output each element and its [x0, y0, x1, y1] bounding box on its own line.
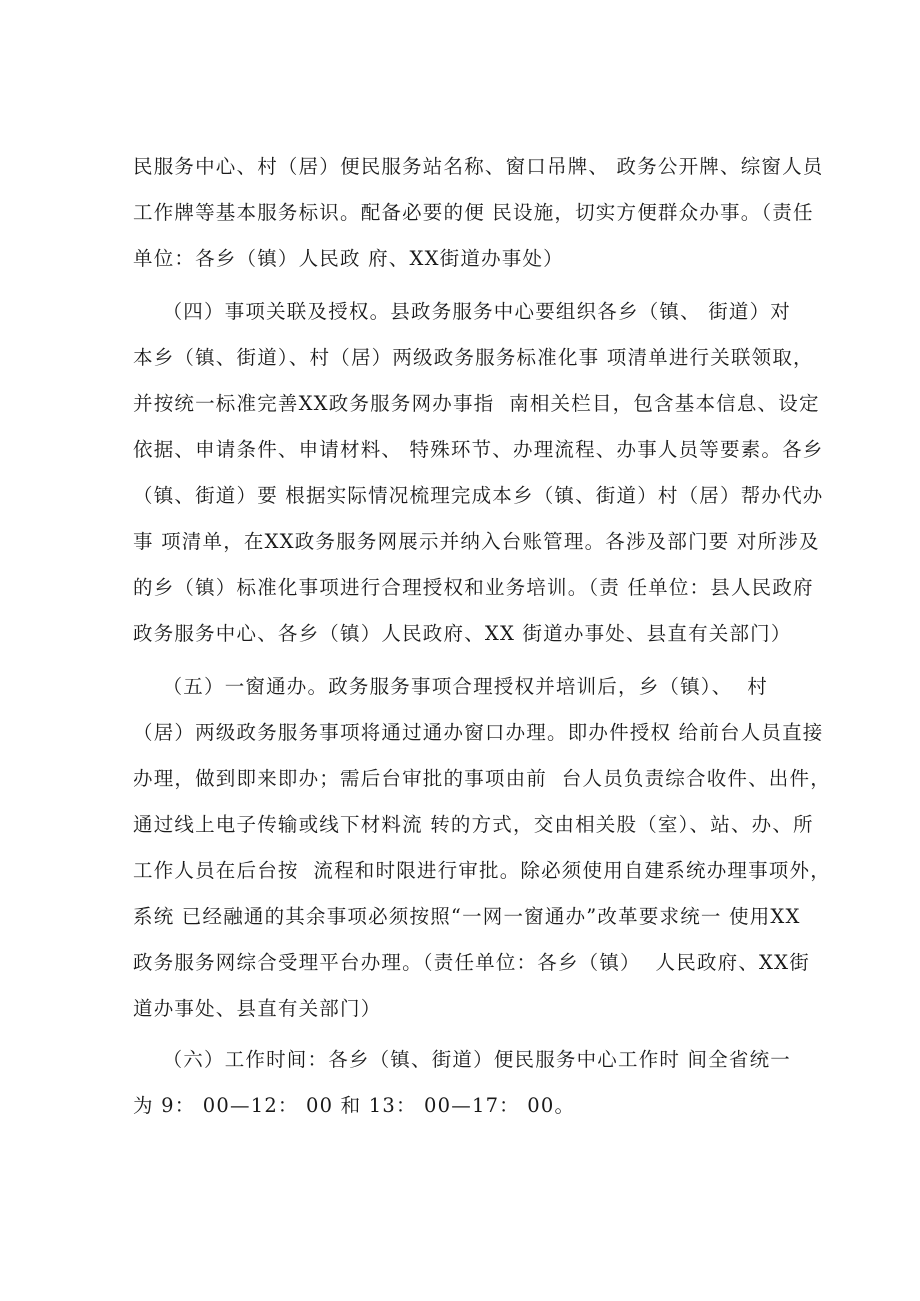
text-line: 本乡（镇、街道）、村（居）两级政务服务标准化事 项清单进行关联领取， [133, 346, 814, 369]
text-line: （六）工作时间：各乡（镇、街道）便民服务中心工作时 间全省统一 [133, 1048, 791, 1071]
text-line: 民服务中心、村（居）便民服务站名称、窗口吊牌、 政务公开牌、综窗人员 [133, 155, 824, 178]
text-line: 依据、申请条件、申请材料、 特殊环节、办理流程、办事人员等要素。各乡 [133, 438, 824, 461]
text-line: （五）一窗通办。政务服务事项合理授权并培训后，乡（镇）、 村 [133, 675, 768, 698]
text-line: （四）事项关联及授权。县政务服务中心要组织各乡（镇、 街道）对 [133, 300, 791, 323]
text-line: 政务服务网综合受理平台办理。（责任单位：各乡（镇） 人民政府、XX街 [133, 951, 810, 974]
text-line: （镇、街道）要 根据实际情况梳理完成本乡（镇、街道）村（居）帮办代办 [133, 484, 824, 507]
text-line: 单位：各乡（镇）人民政 府、XX街道办事处） [133, 247, 564, 270]
text-line: 工作牌等基本服务标识。配备必要的便 民设施，切实方便群众办事。（责任 [133, 201, 814, 224]
text-line: 工作人员在后台按 流程和时限进行审批。除必须使用自建系统办理事项外， [133, 859, 831, 882]
text-line: 办理，做到即来即办；需后台审批的事项由前 台人员负责综合收件、出件， [133, 767, 831, 790]
text-line: （居）两级政务服务事项将通过通办窗口办理。即办件授权 给前台人员直接 [133, 721, 824, 744]
text-line: 的乡（镇）标准化事项进行合理授权和业务培训。（责 任单位：县人民政府 [133, 576, 814, 599]
text-line: 系统 已经融通的其余事项必须按照“一网一窗通办”改革要求统一 使用XX [133, 905, 801, 928]
text-line: 通过线上电子传输或线下材料流 转的方式，交由相关股（室）、站、办、所 [133, 813, 814, 836]
text-line: 并按统一标准完善XX政务服务网办事指 南相关栏目，包含基本信息、设定 [133, 392, 820, 415]
text-line: 为 9： 00—12： 00 和 13： 00—17： 00。 [133, 1094, 576, 1117]
text-line: 事 项清单，在XX政务服务网展示并纳入台账管理。各涉及部门要 对所涉及 [133, 530, 820, 553]
text-line: 政务服务中心、各乡（镇）人民政府、XX 街道办事处、县直有关部门） [133, 622, 792, 645]
text-line: 道办事处、县直有关部门） [133, 997, 382, 1020]
